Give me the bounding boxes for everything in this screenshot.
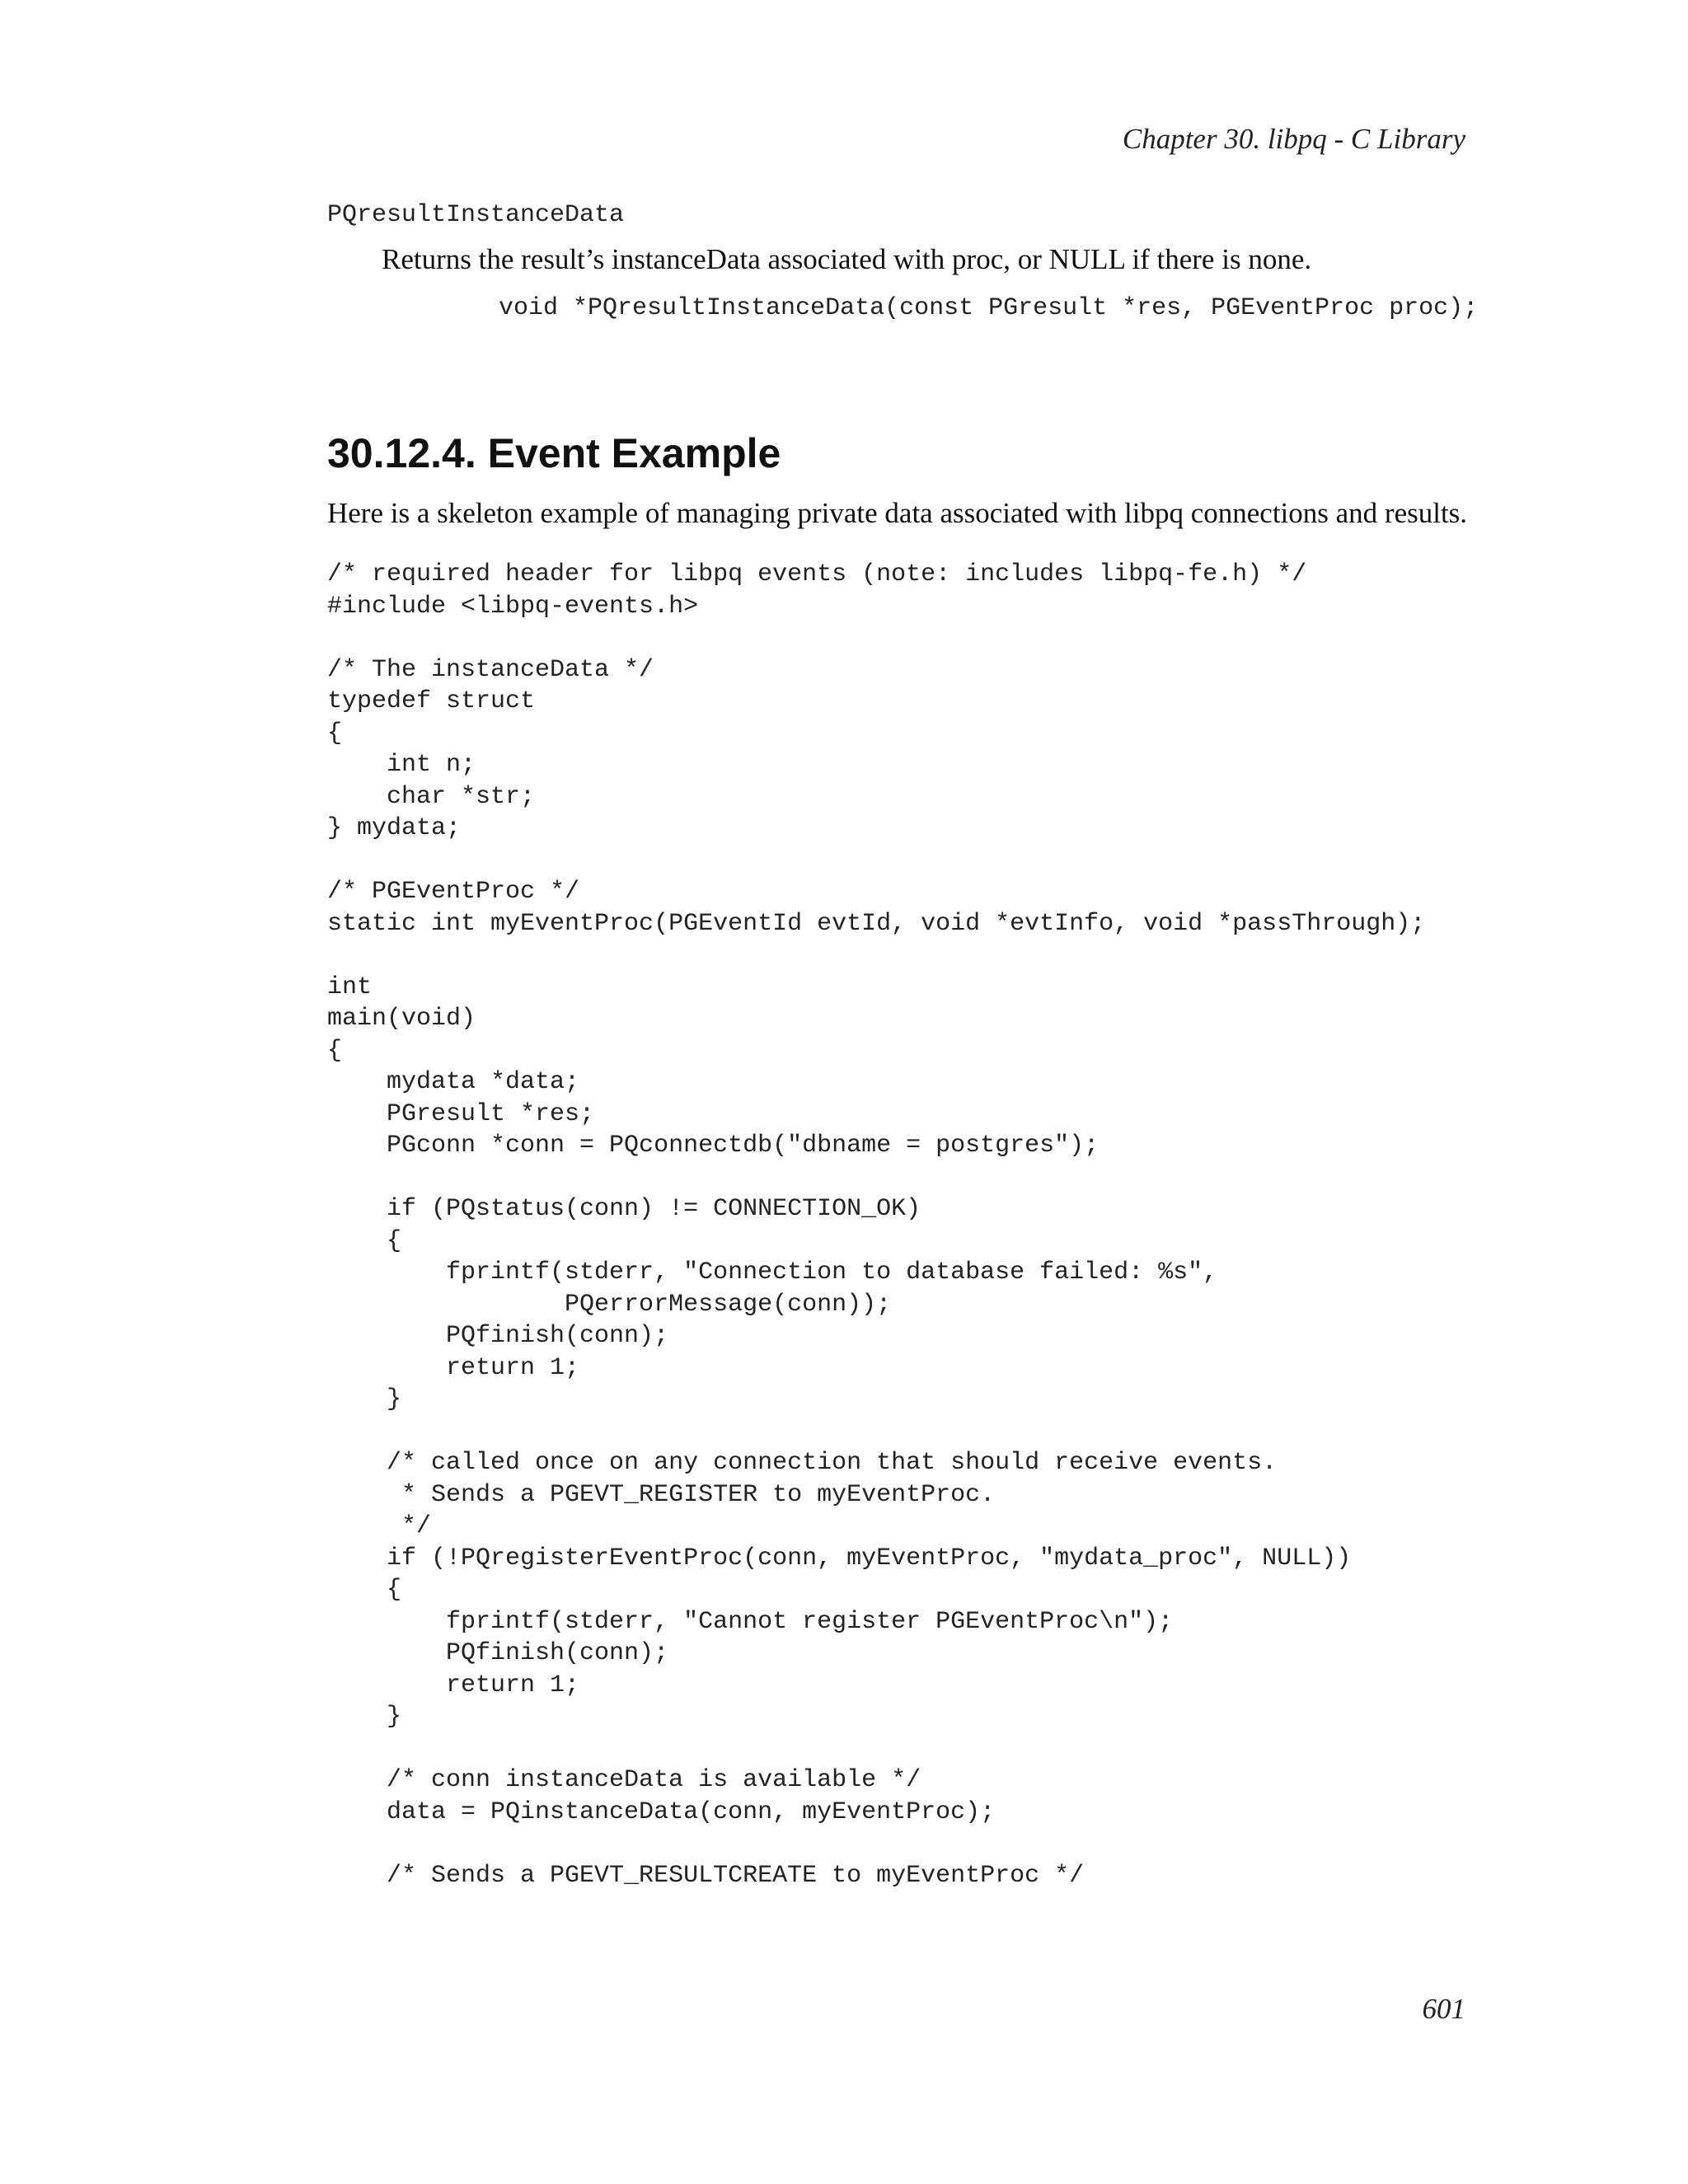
code-line [327, 1733, 1425, 1765]
function-synopsis: void *PQresultInstanceData(const PGresult *res, PGEventProc proc); [499, 294, 1479, 322]
section-intro: Here is a skeleton example of managing private data associated with libpq connections and results. [327, 497, 1468, 529]
code-line: /* Sends a PGEVT_RESULTCREATE to myEventProc */ [327, 1861, 1085, 1890]
code-line: PQerrorMessage(conn)); [327, 1290, 892, 1319]
function-name: PQresultInstanceData [327, 201, 625, 229]
code-line: } mydata; [327, 814, 462, 842]
code-line: } [327, 1703, 402, 1731]
code-line: /* called once on any connection that should receive events. [327, 1449, 1278, 1477]
code-line: { [327, 1226, 402, 1255]
code-line: typedef struct [327, 687, 536, 715]
code-line: * Sends a PGEVT_REGISTER to myEventProc. [327, 1480, 996, 1509]
section-title: 30.12.4. Event Example [327, 430, 781, 476]
code-line: } [327, 1385, 402, 1413]
code-line: #include <libpq-events.h> [327, 592, 699, 621]
code-line: main(void) [327, 1005, 476, 1033]
code-listing [327, 559, 1425, 1891]
code-line: return 1; [327, 1353, 580, 1382]
code-line: */ [327, 1512, 432, 1540]
code-line [327, 1416, 1425, 1448]
code-line: PGresult *res; [327, 1099, 595, 1128]
page-number: 601 [1422, 1993, 1465, 2025]
code-line: { [327, 1576, 402, 1604]
code-line: PQfinish(conn); [327, 1639, 669, 1667]
code-line: /* conn instanceData is available */ [327, 1766, 921, 1794]
code-line [327, 1828, 1425, 1860]
code-line: /* required header for libpq events (note: includes libpq-fe.h) */ [327, 560, 1307, 588]
code-line [327, 1162, 1425, 1194]
code-line: int n; [327, 751, 476, 779]
code-line: PGconn *conn = PQconnectdb("dbname = postgres"); [327, 1132, 1100, 1160]
function-description: Returns the result’s instanceData associated with proc, or NULL if there is none. [382, 243, 1312, 275]
code-line: { [327, 1036, 343, 1065]
code-line [327, 845, 1425, 877]
code-line: fprintf(stderr, "Cannot register PGEventProc\n"); [327, 1607, 1174, 1636]
code-line: int [327, 972, 373, 1001]
code-line: fprintf(stderr, "Connection to database failed: %s", [327, 1258, 1218, 1286]
code-line: if (PQstatus(conn) != CONNECTION_OK) [327, 1195, 921, 1223]
code-line: mydata *data; [327, 1068, 580, 1096]
code-line: if (!PQregisterEventProc(conn, myEventProc, "mydata_proc", NULL)) [327, 1544, 1352, 1572]
code-line [327, 622, 1425, 654]
code-line: PQfinish(conn); [327, 1322, 669, 1350]
code-line: char *str; [327, 782, 536, 811]
code-line [327, 940, 1425, 972]
code-line: { [327, 719, 343, 748]
code-line: /* The instanceData */ [327, 655, 654, 684]
code-line: /* PGEventProc */ [327, 878, 580, 906]
code-line: return 1; [327, 1671, 580, 1699]
code-line: data = PQinstanceData(conn, myEventProc); [327, 1797, 996, 1826]
code-line: static int myEventProc(PGEventId evtId, void *evtInfo, void *passThrough); [327, 909, 1426, 938]
running-header: Chapter 30. libpq - C Library [1122, 123, 1465, 155]
